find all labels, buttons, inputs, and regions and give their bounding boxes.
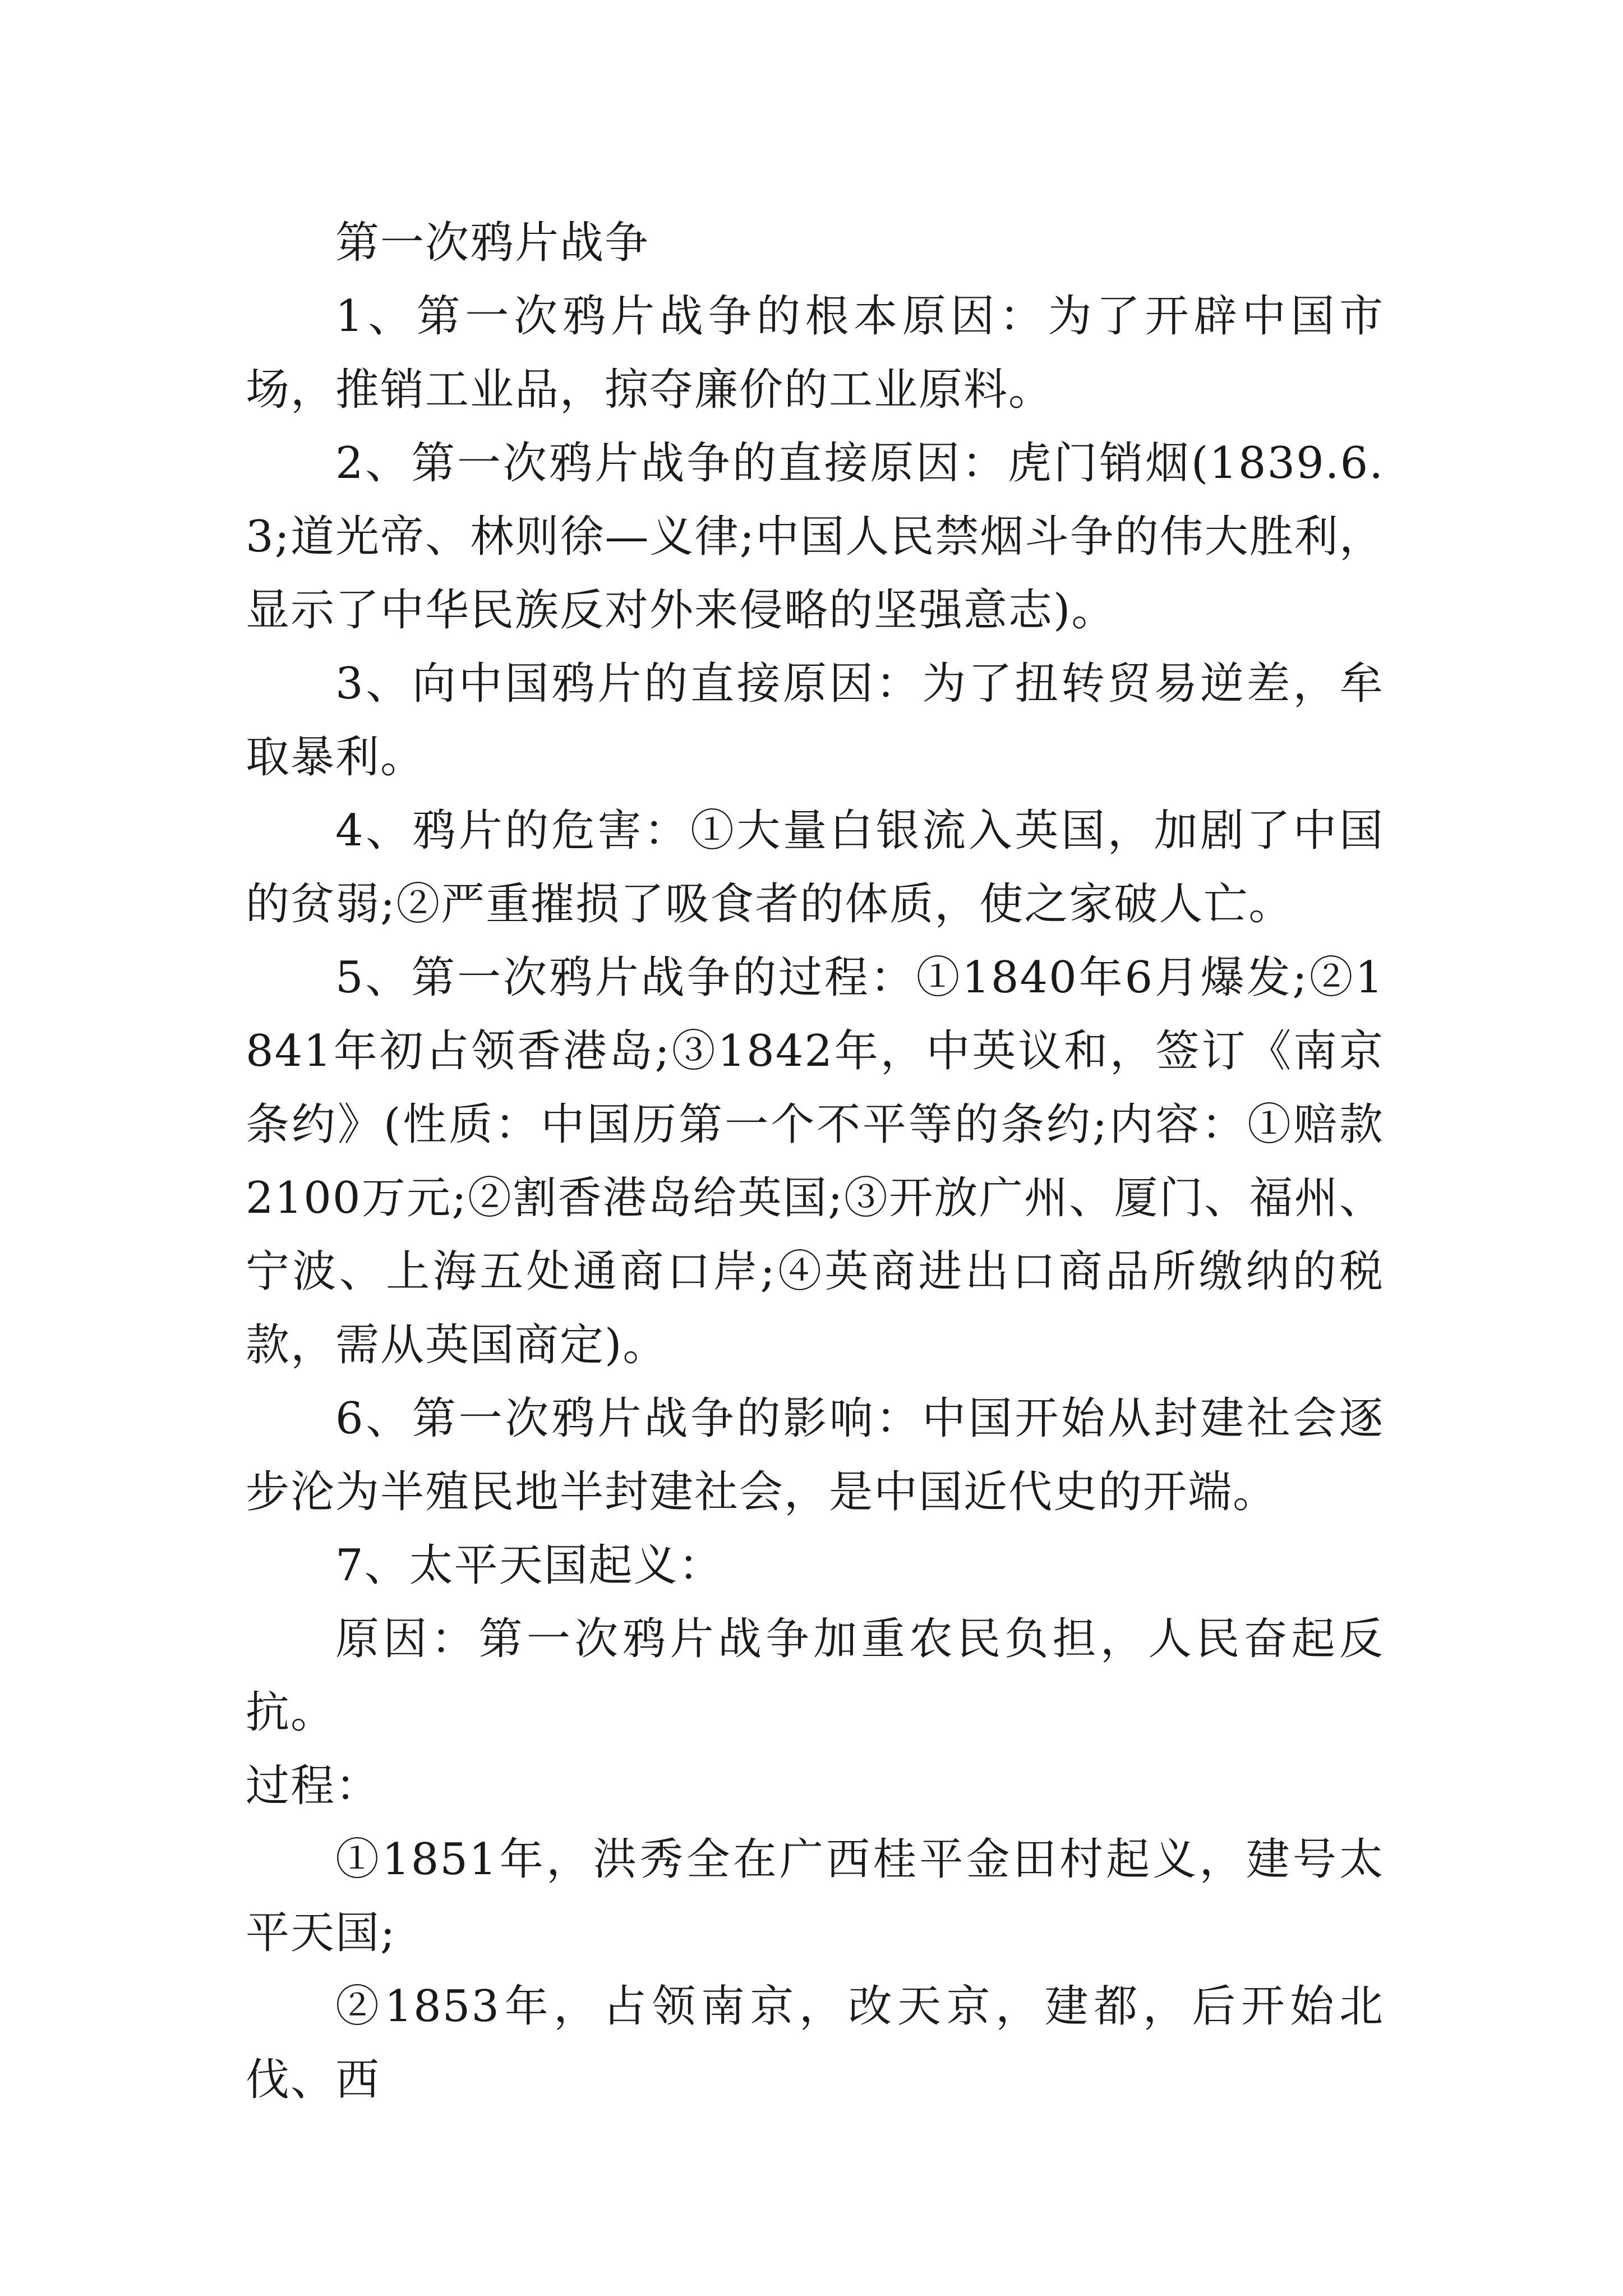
paragraph-7: 7、太平天国起义： xyxy=(335,1540,723,1591)
paragraph-6: 6、第一次鸦片战争的影响：中国开始从封建社会逐步沦为半殖民地半封建社会，是中国近代史的开端。 xyxy=(246,1393,1384,1517)
paragraph-5: 5、第一次鸦片战争的过程：①1840年6月爆发;②1841年初占领香港岛;③1842年，中英议和，签订《南京条约》(性质：中国历第一个不平等的条约;内容：①赔款2100万元;②割香港岛给英国;③开放广州、厦门、福州、宁波、上海五处通商口岸;④英商进出口商品所缴纳的税款，需从英国商定)。 xyxy=(246,953,1384,1370)
paragraph-3: 3、向中国鸦片的直接原因：为了扭转贸易逆差，牟取暴利。 xyxy=(246,659,1384,783)
process-item-1: ①1851年，洪秀全在广西桂平金田村起义，建号太平天国; xyxy=(246,1834,1384,1958)
document-title: 第一次鸦片战争 xyxy=(335,218,650,268)
cause-line: 原因：第一次鸦片战争加重农民负担，人民奋起反抗。 xyxy=(246,1614,1384,1738)
process-label: 过程： xyxy=(246,1761,381,1811)
paragraph-2: 2、第一次鸦片战争的直接原因：虎门销烟(1839.6.3;道光帝、林则徐—义律;中国人民禁烟斗争的伟大胜利，显示了中华民族反对外来侵略的坚强意志)。 xyxy=(246,438,1384,636)
paragraph-1: 1、第一次鸦片战争的根本原因：为了开辟中国市场，推销工业品，掠夺廉价的工业原料。 xyxy=(246,291,1384,415)
paragraph-4: 4、鸦片的危害：①大量白银流入英国，加剧了中国的贫弱;②严重摧损了吸食者的体质，使之家破人亡。 xyxy=(246,806,1384,930)
process-item-2: ②1853年，占领南京，改天京，建都，后开始北伐、西 xyxy=(246,1981,1384,2105)
document-body xyxy=(246,206,1384,2117)
